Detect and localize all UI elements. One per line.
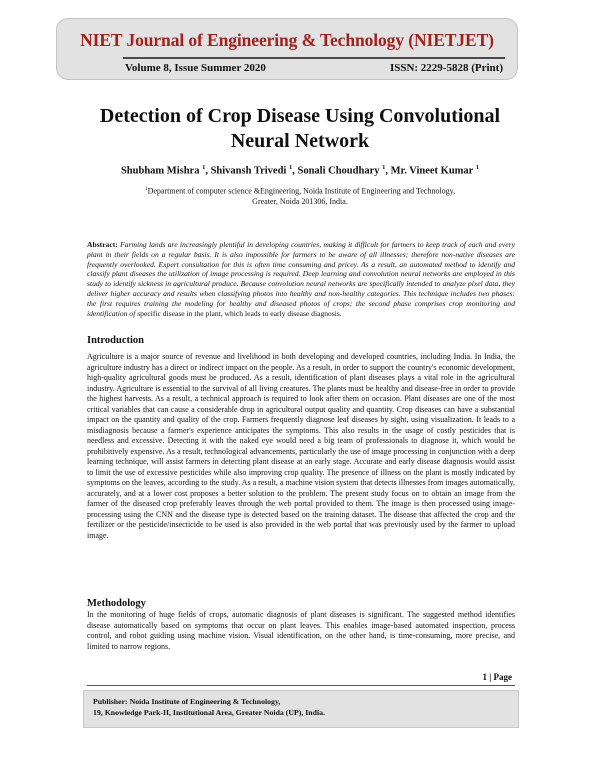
journal-header-banner xyxy=(56,18,518,80)
author-affiliation-mark: 1 xyxy=(202,164,206,171)
author-name: Shubham Mishra xyxy=(120,165,200,177)
abstract xyxy=(87,240,515,318)
paper-title-line-1: Detection of Crop Disease Using Convolutional xyxy=(99,105,501,127)
publisher-address: 19, Knowledge Park-II, Institutional Area, Greater Noida (UP), India. xyxy=(93,708,325,717)
paper-title-line-2: Neural Network xyxy=(230,130,370,152)
footer-divider xyxy=(87,685,515,686)
publisher-name: Publisher: Noida Institute of Engineering & Technology, xyxy=(93,697,281,706)
journal-title: NIET Journal of Engineering & Technology (NIETJET) xyxy=(80,30,494,50)
author-name: Mr. Vineet Kumar xyxy=(390,165,474,177)
abstract-plain-text: specific disease in the plant, which leads to early disease diagnosis. xyxy=(137,308,342,318)
affiliation-line-2: Greater, Noida 201306, India. xyxy=(252,196,348,206)
author-affiliation-mark: 1 xyxy=(475,164,480,171)
author-affiliation xyxy=(140,184,460,207)
author-affiliation-mark: 1 xyxy=(288,164,293,171)
author-list: Shubham Mishra $^1$, Shivansh Trivedi $^1$, Sonali Choudhary $^1$, Mr. Vineet Kumar $^1$ xyxy=(120,164,480,177)
volume-issue: Volume 8, Issue Summer 2020 xyxy=(125,62,266,74)
paper-title xyxy=(60,104,540,154)
methodology-text: In the monitoring of huge fields of crops, automatic diagnosis of plant diseases is significant. The suggested method identifies disease automatically based on symptoms that occur on plant leaves. This enables image-based automated inspection, process control, and robot guiding using machine vision. Visual identification, on the other hand, is time-consuming, more precise, and limited to narrow regions. xyxy=(87,610,515,651)
page-number: 1 | Page xyxy=(482,672,512,682)
issn-number: ISSN: 2229-5828 (Print) xyxy=(389,62,503,74)
affiliation-mark: 1 xyxy=(144,186,148,192)
abstract-label: Abstract: xyxy=(87,240,118,249)
affiliation-line-1: Department of computer science &Engineering, Noida Institute of Engineering and Technology, xyxy=(147,186,456,196)
methodology-heading: Methodology xyxy=(87,598,146,609)
author-name: Shivansh Trivedi xyxy=(210,165,287,177)
header-divider xyxy=(123,57,505,59)
publisher-footer xyxy=(83,690,519,728)
abstract-italic-text: Farming lands are increasingly plentiful in developing countries, making it difficult for farmers to keep track of each and every plant in their fields on a regular basis. It is also impossible for farmers to be aware of all illnesses; therefore non-native diseases are frequently overlooked. Expert consultation for this is often time consuming and pricey. As a result, an automated method to identify and classify plant diseases the utilization of image processing is required. Deep learning and convolution neural networks are employed in this study to identify sickness in agricultural produce. Because convolution neural networks are specifically intended to analyze pixel data, they deliver higher accuracy and results when classifying photos into healthy and non-healthy categories. This technique includes two phases: the first requires training the modeling for healthy and diseased photos of crops; the second phase comprises crop monitoring and identification of xyxy=(87,240,515,318)
author-affiliation-mark: 1 xyxy=(382,164,386,171)
introduction-text: Agriculture is a major source of revenue and livelihood in both developing and developed countries, including India. In India, the agriculture industry has a direct or indirect impact on the people. As a result, in order to support the country's economic development, high-quality agricultural goods must be produced. As a result, identification of plant diseases plays a vital role in the agricultural industry. Agriculture is essential to the survival of all living creatures. The plants must be healthy and disease-free in order to provide the highest harvests. As a result, a technical approach is required to look after them on occasion. Plant diseases are one of the most critical variables that can cause a considerable drop in agricultural output quality and quantity. Crop diseases can have a substantial impact on the quantity and quality of the crop. Farmers frequently diagnose leaf diseases by sight, using visualization. It leads to a misdiagnosis because a farmer's experience anticipates the symptoms. This also results in the usage of costly pesticides that is needless and excessive. Detecting it with the naked eye would need a big team of professionals to diagnose it, which would be prohibitively expensive. As a result, technological advancements, particularly the use of image processing in conjunction with a deep learning technique, will assist farmers in detecting plant disease at an early stage. Accurate and early disease diagnosis would assist to limit the use of excessive pesticides while also improving crop quality. The presence of illness on the plant is mostly indicated by symptoms on the leaves, according to the study. As a result, a machine vision system that detects illnesses from images automatically, accurately, and at a lower cost proposes a better solution to the problem. The present study focus on to obtain an image from the farmer of the diseased crop preferably leaves through the web portal provided to them. The image is then processed using image-processing using the CNN and the disease type is detected based on the training dataset. The disease that affected the crop and the fertilizer or the pesticide/insecticide to be used is also provided in the web portal that was previously used by the farmer to upload image. xyxy=(87,352,515,540)
introduction-heading: Introduction xyxy=(87,335,144,346)
author-name: Sonali Choudhary xyxy=(297,165,380,177)
